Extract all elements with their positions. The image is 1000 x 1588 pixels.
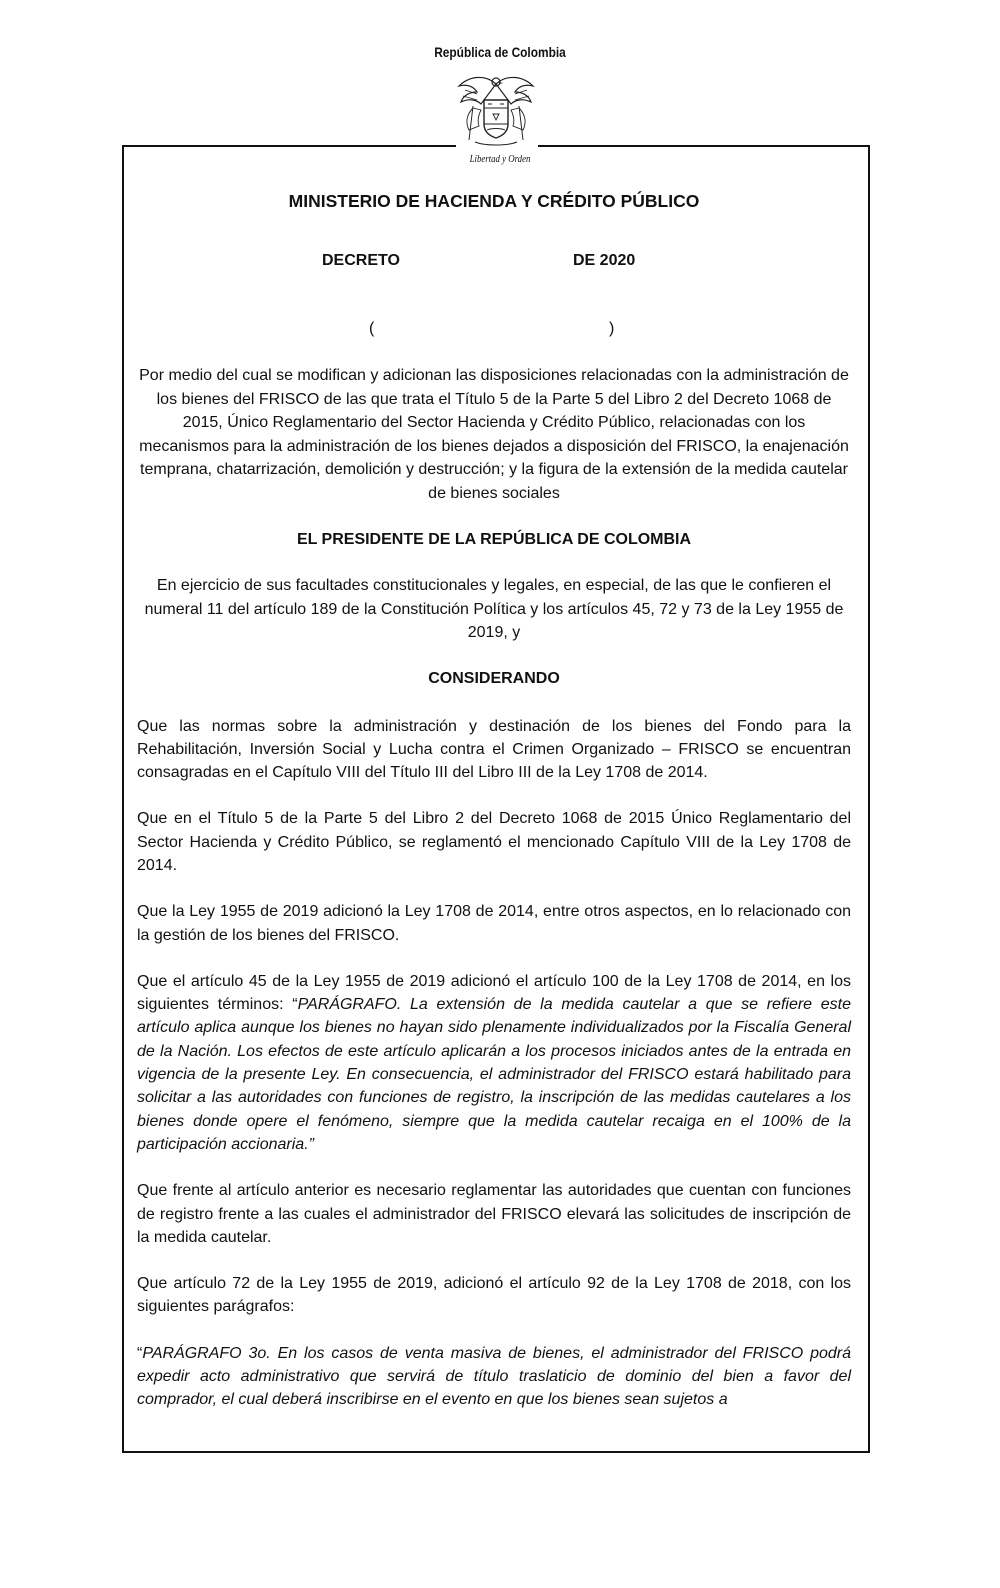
paragraph-4 xyxy=(137,970,851,1156)
decree-heading xyxy=(137,252,851,282)
paragraph-4-quote: PARÁGRAFO. La extensión de la medida cautelar a que se refiere este artículo aplica aunque los bienes no hayan sido plenamente individualizados por la Fiscalía General de la Nación. Los efectos de este artículo aplicarán a los procesos iniciados antes de la entrada en vigencia de la presente Ley. En consecuencia, el administrador del FRISCO estará habilitado para solicitar a las autoridades con funciones de registro, la inscripción de las medidas cautelares a los bienes donde opere el fenómeno, siempre que la medida cautelar recaiga en el 100% de la participación accionaria.” xyxy=(137,996,852,1153)
paragraph-7 xyxy=(137,1342,851,1412)
frame-top-right-border xyxy=(538,145,868,147)
coat-of-arms-icon xyxy=(455,70,537,150)
ministry-title: MINISTERIO DE HACIENDA Y CRÉDITO PÚBLICO xyxy=(288,191,700,211)
decree-number-placeholder xyxy=(137,320,851,350)
paragraph-2: Que en el Título 5 de la Parte 5 del Libro 2 del Decreto 1068 de 2015 Único Reglamentario del Sector Hacienda y Crédito Público, se reglamentó el mencionado Capítulo VIII de la Ley 1708 de 2014. xyxy=(137,810,851,874)
paren-open: ( xyxy=(369,320,375,337)
decree-year: DE 2020 xyxy=(573,252,636,269)
country-heading: República de Colombia xyxy=(434,44,566,60)
paragraph-1: Que las normas sobre la administración y destinación de los bienes del Fondo para la Rehabilitación, Inversión Social y Lucha contra el Crimen Organizado – FRISCO se encuentran consagradas en el Capítulo VIII del Título III del Libro III de la Ley 1708 de 2014. xyxy=(137,717,851,782)
paragraph-5: Que frente al artículo anterior es necesario reglamentar las autoridades que cuentan con funciones de registro frente a las cuales el administrador del FRISCO elevará las solicitudes de inscripción de la medida cautelar. xyxy=(137,1182,851,1246)
legal-powers: En ejercicio de sus facultades constitucionales y legales, en especial, de las que le confieren el numeral 11 del artículo 189 de la Constitución Política y los artículos 45, 72 y 73 de la Ley 1955 de 2019, y xyxy=(144,577,844,641)
considerando-heading: CONSIDERANDO xyxy=(428,669,560,687)
paren-close: ) xyxy=(609,320,615,337)
national-motto: Libertad y Orden xyxy=(469,153,531,165)
paragraph-7-quote: PARÁGRAFO 3o. En los casos de venta masiva de bienes, el administrador del FRISCO podrá expedir acto administrativo que servirá de título traslaticio de dominio del bien a favor del comprador, el cual deberá inscribirse en el evento en que los bienes sean sujetos a xyxy=(137,1344,851,1409)
decree-label: DECRETO xyxy=(322,252,400,269)
decree-epigraph: Por medio del cual se modifican y adicionan las disposiciones relacionadas con la administración de los bienes del FRISCO de las que trata el Título 5 de la Parte 5 del Libro 2 del Decreto 1068 de 2015, Único Reglamentario del Sector Hacienda y Crédito Público, relacionadas con los mecanismos para la administración de los bienes dejados a disposición del FRISCO, la enajenación temprana, chatarrización, demolición y destrucción; y la figura de la extensión de la medida cautelar de bienes sociales xyxy=(139,367,849,502)
document-body xyxy=(137,188,851,1412)
president-heading: EL PRESIDENTE DE LA REPÚBLICA DE COLOMBIA xyxy=(296,531,692,548)
frame-top-left-border xyxy=(122,145,456,147)
paragraph-7-open-quote: “ xyxy=(137,1344,143,1362)
paragraph-4-intro: Que el artículo 45 de la Ley 1955 de 2019 adicionó el artículo 100 de la Ley 1708 de 2014, en los siguientes términos: “ xyxy=(137,972,851,1014)
paragraph-3: Que la Ley 1955 de 2019 adicionó la Ley 1708 de 2014, entre otros aspectos, en lo relacionado con la gestión de los bienes del FRISCO. xyxy=(137,903,851,944)
paragraph-6: Que artículo 72 de la Ley 1955 de 2019, adicionó el artículo 92 de la Ley 1708 de 2018, con los siguientes parágrafos: xyxy=(137,1275,851,1316)
